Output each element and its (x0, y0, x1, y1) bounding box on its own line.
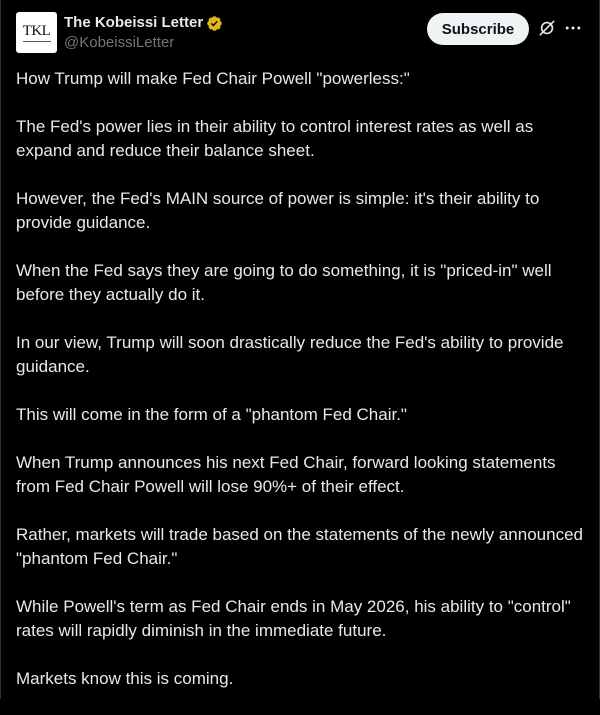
post-paragraph-10: Markets know this is coming. (16, 669, 234, 688)
post-paragraph-1: How Trump will make Fed Chair Powell "powerless:" (16, 69, 410, 88)
post-paragraph-3: However, the Fed's MAIN source of power is simple: it's their ability to provide guidance. (16, 189, 540, 232)
avatar-logo-text: TKL (22, 22, 51, 39)
avatar[interactable] (16, 12, 57, 53)
display-name-row (64, 13, 223, 33)
post-paragraph-2: The Fed's power lies in their ability to control interest rates as well as expand and reduce their balance sheet. (16, 117, 534, 160)
post-paragraph-8: Rather, markets will trade based on the statements of the newly announced "phantom Fed Chair." (16, 525, 583, 568)
post-paragraph-4: When the Fed says they are going to do something, it is "priced-in" well before they actually do it. (16, 261, 552, 304)
author-names (64, 13, 223, 53)
post-paragraph-6: This will come in the form of a "phantom Fed Chair." (16, 405, 407, 424)
verified-badge-icon (206, 15, 223, 32)
post-paragraph-9: While Powell's term as Fed Chair ends in May 2026, his ability to "control" rates will rapidly diminish in the immediate future. (16, 597, 571, 640)
more-icon[interactable] (563, 18, 583, 38)
post-paragraph-7: When Trump announces his next Fed Chair, forward looking statements from Fed Chair Powell will lose 90%+ of their effect. (16, 453, 556, 496)
author-display-name[interactable]: The Kobeissi Letter (64, 14, 204, 31)
grok-icon[interactable] (537, 18, 557, 38)
author-handle[interactable]: @KobeissiLetter (64, 34, 175, 51)
post-paragraph-5: In our view, Trump will soon drastically reduce the Fed's ability to provide guidance. (16, 333, 564, 376)
post-body (16, 67, 586, 715)
post-header (16, 12, 586, 54)
avatar-rule (23, 41, 51, 42)
subscribe-button[interactable]: Subscribe (427, 13, 529, 45)
